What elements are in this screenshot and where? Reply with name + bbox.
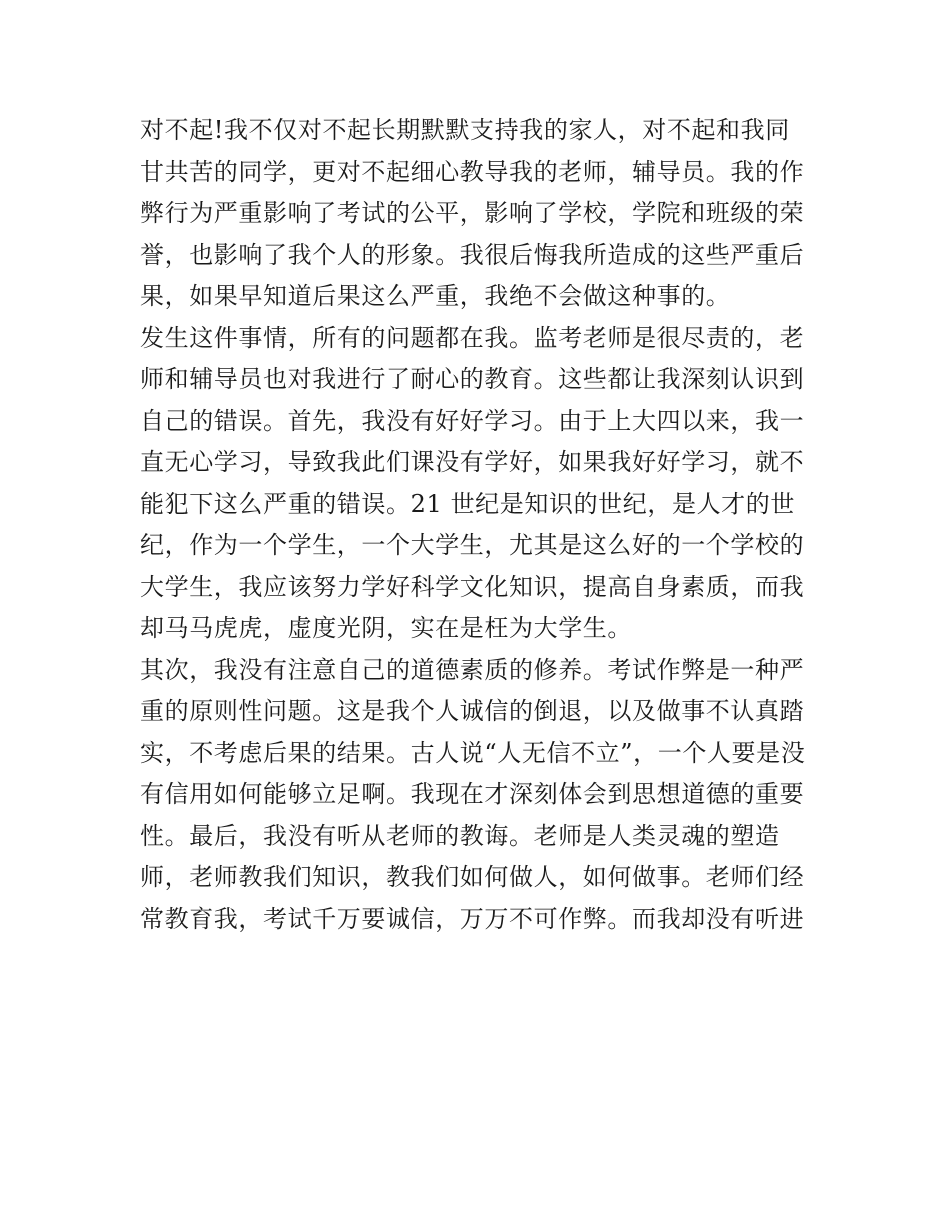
text-line: 实，不考虑后果的结果。古人说“人无信不立”，一个人要是没 <box>140 738 806 767</box>
text-line: 发生这件事情，所有的问题都在我。监考老师是很尽责的，老 <box>140 323 805 352</box>
text-line: 师和辅导员也对我进行了耐心的教育。这些都让我深刻认识到 <box>140 365 805 393</box>
text-line: 直无心学习，导致我此们课没有学好，如果我好好学习，就不 <box>140 448 805 476</box>
text-line: 甘共苦的同学，更对不起细心教导我的老师，辅导员。我的作 <box>140 157 805 186</box>
text-line: 誉，也影响了我个人的形象。我很后悔我所造成的这些严重后 <box>140 240 805 269</box>
text-line: 果，如果早知道后果这么严重，我绝不会做这种事的。 <box>140 282 731 310</box>
text-line: 有信用如何能够立足啊。我现在才深刻体会到思想道德的重要 <box>140 780 805 808</box>
text-line: 纪，作为一个学生，一个大学生，尤其是这么好的一个学校的 <box>140 531 805 559</box>
text-line: 却马马虎虎，虚度光阴，实在是枉为大学生。 <box>140 614 632 642</box>
document-body <box>140 110 820 940</box>
text-line: 自己的错误。首先，我没有好好学习。由于上大四以来，我一 <box>140 406 805 435</box>
text-line: 对不起!我不仅对不起长期默默支持我的家人，对不起和我同 <box>140 116 790 144</box>
text-line: 师，老师教我们知识，教我们如何做人，如何做事。老师们经 <box>140 863 805 891</box>
text-line: 性。最后，我没有听从老师的教诲。老师是人类灵魂的塑造 <box>140 821 780 850</box>
text-line: 其次，我没有注意自己的道德素质的修养。考试作弊是一种严 <box>140 655 805 684</box>
text-line: 大学生，我应该努力学好科学文化知识，提高自身素质，而我 <box>140 572 805 601</box>
text-line: 常教育我，考试千万要诚信，万万不可作弊。而我却没有听进 <box>140 904 805 933</box>
text-line: 弊行为严重影响了考试的公平，影响了学校，学院和班级的荣 <box>140 199 805 227</box>
text-line: 能犯下这么严重的错误。21 世纪是知识的世纪，是人才的世 <box>140 489 795 518</box>
text-line: 重的原则性问题。这是我个人诚信的倒退，以及做事不认真踏 <box>140 697 805 725</box>
